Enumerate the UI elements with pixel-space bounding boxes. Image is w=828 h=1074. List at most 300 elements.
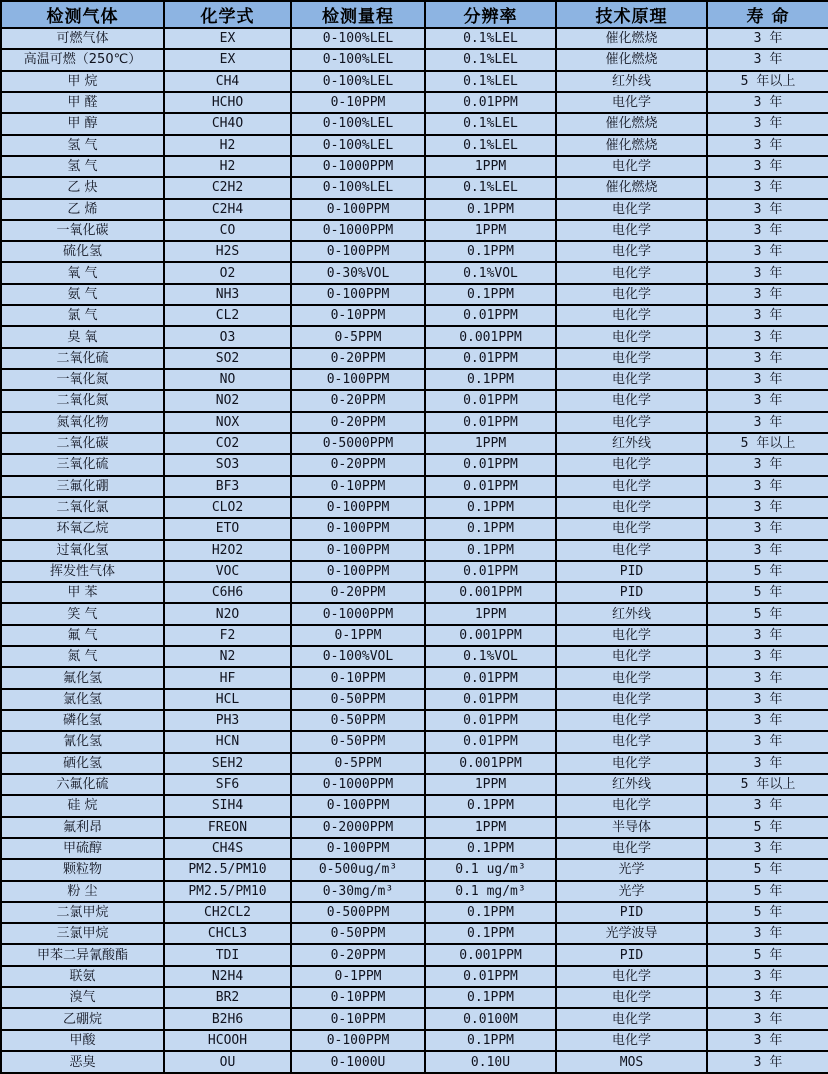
cell-gas-name: 过氧化氢 [1,540,164,561]
cell-principle: PID [556,582,707,603]
table-row [1,49,828,70]
cell-resolution: 0.1PPM [425,923,556,944]
cell-gas-name: 乙 烯 [1,199,164,220]
cell-principle: 电化学 [556,156,707,177]
table-row [1,156,828,177]
cell-range: 0-100%LEL [291,49,425,70]
cell-principle: 光学 [556,859,707,880]
cell-principle: 电化学 [556,753,707,774]
cell-formula: SO2 [164,348,291,369]
cell-range: 0-1PPM [291,625,425,646]
cell-formula: HCN [164,731,291,752]
cell-formula: CO2 [164,433,291,454]
cell-lifespan: 3 年 [707,689,828,710]
cell-principle: 红外线 [556,603,707,624]
cell-formula: FREON [164,817,291,838]
table-row [1,390,828,411]
cell-resolution: 0.1%LEL [425,49,556,70]
cell-formula: VOC [164,561,291,582]
cell-lifespan: 5 年 [707,944,828,965]
table-row [1,881,828,902]
cell-principle: 电化学 [556,625,707,646]
header-lifespan: 寿 命 [707,1,828,28]
cell-resolution: 0.1%LEL [425,177,556,198]
cell-resolution: 0.1%LEL [425,71,556,92]
cell-lifespan: 5 年 [707,902,828,923]
cell-range: 0-1000PPM [291,774,425,795]
cell-resolution: 0.1PPM [425,795,556,816]
cell-lifespan: 3 年 [707,667,828,688]
cell-gas-name: 甲 醇 [1,113,164,134]
cell-range: 0-50PPM [291,923,425,944]
cell-range: 0-100PPM [291,241,425,262]
cell-formula: SEH2 [164,753,291,774]
cell-gas-name: 氢 气 [1,135,164,156]
cell-gas-name: 氟化氢 [1,667,164,688]
cell-range: 0-20PPM [291,348,425,369]
cell-formula: NO2 [164,390,291,411]
cell-gas-name: 氮氧化物 [1,412,164,433]
table-row [1,966,828,987]
cell-formula: C2H2 [164,177,291,198]
cell-resolution: 0.1PPM [425,199,556,220]
cell-resolution: 0.0100M [425,1008,556,1029]
cell-resolution: 0.001PPM [425,582,556,603]
cell-gas-name: 高温可燃（250℃） [1,49,164,70]
cell-formula: H2S [164,241,291,262]
table-row [1,944,828,965]
cell-resolution: 0.1PPM [425,369,556,390]
cell-principle: 催化燃烧 [556,49,707,70]
cell-principle: 电化学 [556,540,707,561]
table-row [1,113,828,134]
cell-formula: PM2.5/PM10 [164,859,291,880]
table-row [1,667,828,688]
cell-resolution: 0.01PPM [425,561,556,582]
cell-formula: N2O [164,603,291,624]
table-row [1,369,828,390]
cell-lifespan: 5 年 [707,603,828,624]
cell-resolution: 1PPM [425,220,556,241]
cell-formula: HCHO [164,92,291,113]
cell-principle: PID [556,902,707,923]
cell-formula: B2H6 [164,1008,291,1029]
cell-gas-name: 挥发性气体 [1,561,164,582]
cell-gas-name: 三氯甲烷 [1,923,164,944]
cell-resolution: 0.1PPM [425,838,556,859]
cell-lifespan: 3 年 [707,412,828,433]
cell-resolution: 0.1%LEL [425,28,556,49]
cell-gas-name: 粉 尘 [1,881,164,902]
cell-principle: PID [556,944,707,965]
cell-gas-name: 氨 气 [1,284,164,305]
cell-range: 0-5PPM [291,326,425,347]
cell-principle: 电化学 [556,966,707,987]
table-row [1,433,828,454]
cell-formula: CH4 [164,71,291,92]
cell-formula: N2H4 [164,966,291,987]
cell-gas-name: 溴气 [1,987,164,1008]
cell-principle: 电化学 [556,710,707,731]
cell-gas-name: 三氟化硼 [1,476,164,497]
cell-lifespan: 3 年 [707,113,828,134]
table-row [1,454,828,475]
cell-gas-name: 甲酸 [1,1030,164,1051]
header-principle: 技术原理 [556,1,707,28]
cell-lifespan: 3 年 [707,369,828,390]
cell-resolution: 1PPM [425,603,556,624]
cell-formula: BR2 [164,987,291,1008]
cell-formula: SF6 [164,774,291,795]
cell-formula: SIH4 [164,795,291,816]
cell-lifespan: 5 年 [707,817,828,838]
table-row [1,582,828,603]
cell-formula: CH4O [164,113,291,134]
cell-gas-name: 二氯甲烷 [1,902,164,923]
table-row [1,326,828,347]
cell-resolution: 0.01PPM [425,476,556,497]
table-row [1,28,828,49]
cell-lifespan: 3 年 [707,1051,828,1073]
cell-range: 0-100PPM [291,1030,425,1051]
cell-gas-name: 二氧化氮 [1,390,164,411]
cell-range: 0-500ug/m³ [291,859,425,880]
cell-formula: EX [164,49,291,70]
cell-gas-name: 笑 气 [1,603,164,624]
cell-range: 0-100PPM [291,284,425,305]
table-row [1,412,828,433]
cell-range: 0-100PPM [291,518,425,539]
cell-formula: N2 [164,646,291,667]
cell-gas-name: 乙 炔 [1,177,164,198]
cell-principle: 电化学 [556,369,707,390]
cell-resolution: 0.001PPM [425,753,556,774]
cell-principle: 电化学 [556,731,707,752]
cell-resolution: 1PPM [425,774,556,795]
cell-gas-name: 恶臭 [1,1051,164,1073]
cell-range: 0-1000PPM [291,603,425,624]
cell-resolution: 0.1 mg/m³ [425,881,556,902]
cell-range: 0-30%VOL [291,262,425,283]
cell-principle: 催化燃烧 [556,113,707,134]
cell-formula: HCOOH [164,1030,291,1051]
cell-formula: H2O2 [164,540,291,561]
cell-gas-name: 三氧化硫 [1,454,164,475]
table-row [1,220,828,241]
cell-gas-name: 硅 烷 [1,795,164,816]
table-row [1,1051,828,1073]
cell-range: 0-100PPM [291,838,425,859]
cell-principle: 电化学 [556,454,707,475]
cell-resolution: 0.01PPM [425,412,556,433]
cell-range: 0-100PPM [291,369,425,390]
cell-lifespan: 3 年 [707,220,828,241]
cell-gas-name: 乙硼烷 [1,1008,164,1029]
cell-resolution: 0.1PPM [425,497,556,518]
cell-range: 0-100%LEL [291,71,425,92]
cell-principle: PID [556,561,707,582]
cell-gas-name: 颗粒物 [1,859,164,880]
table-row [1,135,828,156]
table-row [1,92,828,113]
cell-lifespan: 3 年 [707,1030,828,1051]
cell-lifespan: 3 年 [707,135,828,156]
table-row [1,731,828,752]
cell-principle: 电化学 [556,838,707,859]
table-row [1,838,828,859]
table-row [1,71,828,92]
cell-range: 0-20PPM [291,582,425,603]
cell-gas-name: 氯化氢 [1,689,164,710]
cell-gas-name: 二氧化氯 [1,497,164,518]
cell-resolution: 0.01PPM [425,966,556,987]
cell-range: 0-50PPM [291,710,425,731]
cell-principle: 电化学 [556,390,707,411]
table-body [1,28,828,1073]
cell-resolution: 0.01PPM [425,92,556,113]
cell-resolution: 0.1%VOL [425,262,556,283]
cell-lifespan: 3 年 [707,326,828,347]
cell-range: 0-500PPM [291,902,425,923]
cell-gas-name: 氟利昂 [1,817,164,838]
cell-range: 0-20PPM [291,454,425,475]
cell-resolution: 0.001PPM [425,944,556,965]
cell-principle: 电化学 [556,689,707,710]
cell-principle: 电化学 [556,326,707,347]
cell-resolution: 0.01PPM [425,710,556,731]
cell-formula: H2 [164,156,291,177]
cell-principle: 电化学 [556,412,707,433]
cell-resolution: 0.01PPM [425,689,556,710]
cell-range: 0-100%LEL [291,113,425,134]
cell-formula: H2 [164,135,291,156]
cell-gas-name: 二氧化碳 [1,433,164,454]
cell-principle: MOS [556,1051,707,1073]
cell-range: 0-100%VOL [291,646,425,667]
cell-lifespan: 3 年 [707,731,828,752]
cell-lifespan: 3 年 [707,838,828,859]
table-row [1,497,828,518]
cell-lifespan: 3 年 [707,49,828,70]
cell-gas-name: 甲 苯 [1,582,164,603]
cell-lifespan: 3 年 [707,305,828,326]
cell-gas-name: 硫化氢 [1,241,164,262]
cell-range: 0-100PPM [291,199,425,220]
cell-range: 0-100%LEL [291,135,425,156]
cell-range: 0-30mg/m³ [291,881,425,902]
cell-gas-name: 甲苯二异氰酸酯 [1,944,164,965]
cell-gas-name: 一氧化碳 [1,220,164,241]
cell-formula: CLO2 [164,497,291,518]
cell-gas-name: 臭 氧 [1,326,164,347]
cell-formula: C2H4 [164,199,291,220]
cell-lifespan: 3 年 [707,497,828,518]
cell-formula: OU [164,1051,291,1073]
cell-principle: 电化学 [556,284,707,305]
cell-principle: 电化学 [556,305,707,326]
cell-resolution: 0.1PPM [425,540,556,561]
cell-lifespan: 3 年 [707,262,828,283]
cell-gas-name: 二氧化硫 [1,348,164,369]
cell-lifespan: 3 年 [707,710,828,731]
cell-formula: EX [164,28,291,49]
cell-principle: 电化学 [556,795,707,816]
cell-range: 0-2000PPM [291,817,425,838]
cell-lifespan: 3 年 [707,241,828,262]
cell-formula: PH3 [164,710,291,731]
cell-lifespan: 3 年 [707,199,828,220]
cell-formula: CH4S [164,838,291,859]
table-row [1,262,828,283]
cell-lifespan: 3 年 [707,987,828,1008]
table-row [1,603,828,624]
cell-resolution: 0.1PPM [425,241,556,262]
table-row [1,241,828,262]
cell-resolution: 1PPM [425,156,556,177]
table-row [1,284,828,305]
cell-resolution: 0.01PPM [425,454,556,475]
cell-formula: SO3 [164,454,291,475]
cell-gas-name: 氰化氢 [1,731,164,752]
cell-range: 0-5000PPM [291,433,425,454]
table-header [1,1,828,28]
table-row [1,540,828,561]
cell-gas-name: 甲 醛 [1,92,164,113]
cell-range: 0-10PPM [291,667,425,688]
cell-lifespan: 3 年 [707,795,828,816]
cell-resolution: 0.01PPM [425,667,556,688]
cell-resolution: 1PPM [425,433,556,454]
cell-lifespan: 5 年以上 [707,433,828,454]
cell-resolution: 0.1%LEL [425,113,556,134]
table-row [1,795,828,816]
cell-range: 0-5PPM [291,753,425,774]
cell-formula: TDI [164,944,291,965]
cell-principle: 催化燃烧 [556,28,707,49]
cell-lifespan: 3 年 [707,540,828,561]
table-row [1,1008,828,1029]
cell-range: 0-10PPM [291,987,425,1008]
cell-lifespan: 5 年 [707,859,828,880]
cell-range: 0-1PPM [291,966,425,987]
cell-resolution: 0.1PPM [425,1030,556,1051]
cell-principle: 红外线 [556,71,707,92]
cell-resolution: 0.1%LEL [425,135,556,156]
table-row [1,348,828,369]
cell-principle: 红外线 [556,774,707,795]
table-row [1,710,828,731]
cell-principle: 光学 [556,881,707,902]
table-row [1,561,828,582]
cell-gas-name: 氧 气 [1,262,164,283]
cell-principle: 电化学 [556,348,707,369]
cell-gas-name: 硒化氢 [1,753,164,774]
table-row [1,625,828,646]
cell-principle: 催化燃烧 [556,177,707,198]
cell-principle: 电化学 [556,518,707,539]
cell-range: 0-100PPM [291,540,425,561]
cell-range: 0-20PPM [291,944,425,965]
cell-resolution: 0.1%VOL [425,646,556,667]
cell-formula: O3 [164,326,291,347]
table-row [1,859,828,880]
cell-lifespan: 5 年 [707,881,828,902]
cell-range: 0-1000U [291,1051,425,1073]
table-row [1,646,828,667]
cell-lifespan: 3 年 [707,518,828,539]
cell-formula: CH2CL2 [164,902,291,923]
cell-principle: 电化学 [556,1030,707,1051]
cell-range: 0-10PPM [291,92,425,113]
cell-resolution: 0.01PPM [425,731,556,752]
cell-lifespan: 3 年 [707,177,828,198]
cell-principle: 电化学 [556,987,707,1008]
cell-range: 0-100%LEL [291,28,425,49]
header-row [1,1,828,28]
cell-resolution: 0.1PPM [425,902,556,923]
cell-formula: NOX [164,412,291,433]
cell-principle: 电化学 [556,1008,707,1029]
cell-gas-name: 氟 气 [1,625,164,646]
cell-resolution: 0.1PPM [425,518,556,539]
table-row [1,923,828,944]
table-row [1,177,828,198]
cell-lifespan: 3 年 [707,156,828,177]
cell-principle: 电化学 [556,241,707,262]
cell-formula: CL2 [164,305,291,326]
cell-resolution: 0.01PPM [425,348,556,369]
cell-formula: BF3 [164,476,291,497]
cell-formula: CHCL3 [164,923,291,944]
cell-lifespan: 5 年以上 [707,774,828,795]
cell-gas-name: 一氧化氮 [1,369,164,390]
cell-gas-name: 氮 气 [1,646,164,667]
cell-principle: 电化学 [556,667,707,688]
cell-range: 0-1000PPM [291,156,425,177]
cell-gas-name: 环氧乙烷 [1,518,164,539]
cell-resolution: 0.1 ug/m³ [425,859,556,880]
cell-principle: 光学波导 [556,923,707,944]
cell-formula: CO [164,220,291,241]
cell-lifespan: 3 年 [707,753,828,774]
cell-lifespan: 3 年 [707,284,828,305]
cell-range: 0-1000PPM [291,220,425,241]
cell-resolution: 0.1PPM [425,284,556,305]
table-row [1,518,828,539]
cell-gas-name: 六氟化硫 [1,774,164,795]
table-row [1,689,828,710]
table-row [1,199,828,220]
cell-lifespan: 3 年 [707,923,828,944]
cell-gas-name: 氢 气 [1,156,164,177]
cell-principle: 半导体 [556,817,707,838]
cell-formula: ETO [164,518,291,539]
cell-principle: 电化学 [556,476,707,497]
cell-principle: 红外线 [556,433,707,454]
cell-resolution: 0.01PPM [425,305,556,326]
cell-principle: 电化学 [556,262,707,283]
header-range: 检测量程 [291,1,425,28]
cell-lifespan: 5 年 [707,561,828,582]
cell-range: 0-100%LEL [291,177,425,198]
cell-formula: F2 [164,625,291,646]
cell-principle: 电化学 [556,92,707,113]
cell-formula: HF [164,667,291,688]
cell-formula: NH3 [164,284,291,305]
cell-principle: 催化燃烧 [556,135,707,156]
cell-range: 0-10PPM [291,476,425,497]
cell-formula: C6H6 [164,582,291,603]
